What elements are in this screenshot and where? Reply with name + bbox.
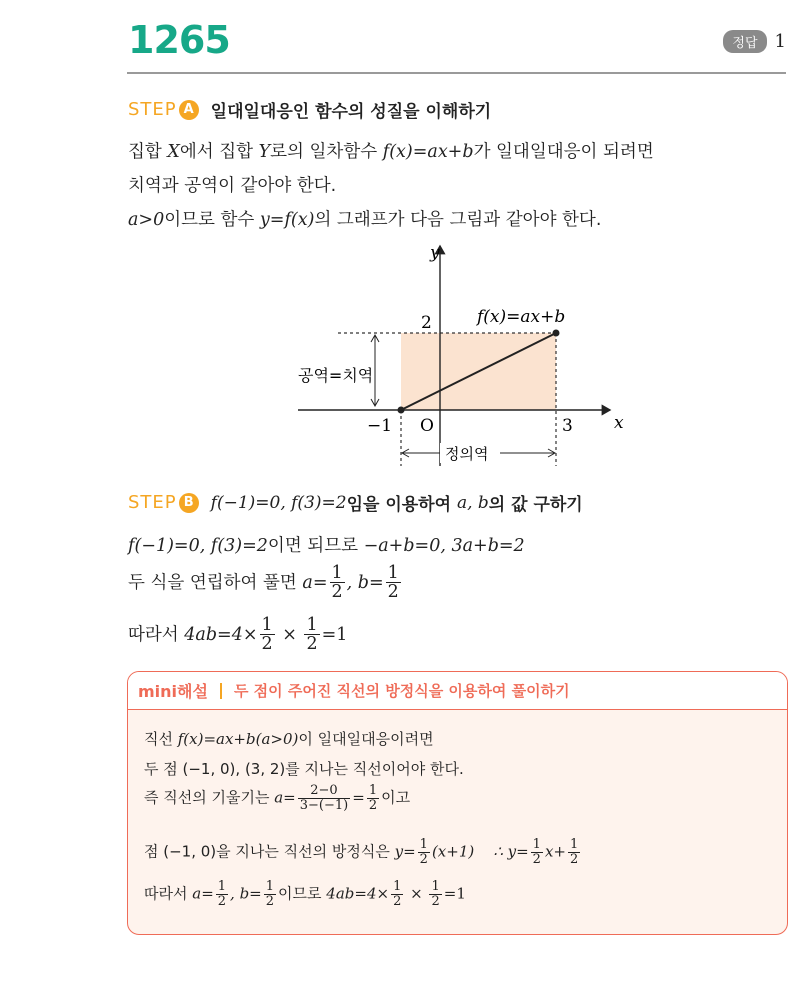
fraction: [260, 616, 275, 654]
step-b-line-2: [128, 564, 403, 602]
numerator: 1: [393, 879, 402, 894]
fraction: [568, 838, 580, 866]
math-function: y=f(x): [259, 210, 315, 230]
step-b-title-text-2: 의 값 구하기: [488, 495, 583, 515]
start-point: [398, 407, 405, 414]
text: 이면 되므로: [267, 536, 364, 556]
x-max-label: 3: [562, 416, 573, 436]
step-b-title-math: f(−1)=0, f(3)=2: [210, 492, 347, 513]
math-a: a=: [192, 884, 214, 903]
y-axis-label: y: [430, 243, 440, 263]
step-a-line-3: [128, 206, 601, 231]
domain-label: 정의역: [445, 445, 489, 463]
numerator: 1: [419, 837, 428, 852]
step-a-title: 일대일대응인 함수의 성질을 이해하기: [210, 102, 492, 122]
math-a: a=: [302, 572, 328, 593]
equals: =: [352, 788, 365, 807]
times-sign: ×: [405, 884, 428, 903]
mini-separator: [220, 683, 222, 699]
step-b-badge: B: [179, 493, 199, 513]
math-x: x+: [544, 842, 566, 861]
denominator: 2: [387, 582, 399, 603]
text: 따라서: [144, 884, 193, 903]
numerator: 1: [569, 837, 579, 852]
denominator: 2: [306, 634, 318, 655]
denominator: 2: [217, 893, 227, 909]
denominator: 2: [261, 634, 273, 655]
text: 직선: [144, 730, 178, 748]
fraction: [418, 838, 430, 866]
mini-header: [128, 672, 787, 710]
step-b-title-text: 임을 이용하여: [346, 495, 452, 515]
text: 이므로 함수: [164, 210, 260, 230]
math-therefore: ∴ y=: [493, 842, 529, 861]
text: 에서 집합: [179, 142, 259, 162]
y-max-label: 2: [421, 313, 432, 333]
math-function: f(x)=ax+b: [382, 142, 474, 162]
fraction: [298, 784, 350, 812]
text: 이고: [381, 788, 411, 807]
step-a-heading: [128, 97, 491, 122]
mini-title: 두 점이 주어진 직선의 방정식을 이용하여 풀이하기: [233, 682, 570, 700]
text: 따라서: [128, 624, 185, 645]
math-expression: 4ab=4×: [184, 624, 258, 645]
step-a-line-1: [128, 138, 654, 163]
denominator: 2: [431, 893, 440, 909]
step-b-line-3: [128, 616, 347, 654]
denominator: 2: [532, 851, 541, 867]
math-b: , b=: [230, 884, 262, 903]
denominator: 2: [419, 851, 428, 867]
header-divider: [127, 72, 786, 74]
numerator: 1: [387, 563, 399, 583]
fraction: [304, 616, 319, 654]
math-equations: −a+b=0, 3a+b=2: [363, 536, 525, 556]
function-graph: [280, 238, 630, 474]
numerator: 1: [265, 879, 275, 894]
fraction: [264, 880, 276, 908]
text: 의 그래프가 다음 그림과 같아야 한다.: [314, 210, 602, 230]
result: =1: [321, 624, 348, 645]
step-a-badge: A: [179, 100, 199, 120]
x-axis-label: x: [614, 413, 624, 433]
mini-line-4: [144, 838, 582, 866]
math-expression: 4ab=4×: [326, 884, 390, 903]
numerator: 1: [431, 879, 440, 894]
step-b-label: STEP: [128, 492, 177, 513]
math-Y: Y: [258, 142, 271, 162]
denominator: 2: [265, 893, 275, 909]
numerator: 1: [261, 615, 273, 635]
numerator: 1: [217, 879, 227, 894]
fraction: [386, 564, 401, 602]
numerator: 1: [306, 615, 318, 635]
text: 즉 직선의 기울기는: [144, 788, 275, 807]
numerator: 2−0: [298, 784, 350, 799]
step-a-line-2: 치역과 공역이 같아야 한다.: [128, 176, 337, 196]
denominator: 3−(−1): [299, 797, 349, 813]
math-line: f(x)=ax+b(a>0): [177, 730, 299, 748]
math-condition: a>0: [128, 210, 165, 230]
result: =1: [443, 884, 466, 903]
step-b-title-ab: a, b: [456, 492, 489, 513]
math-paren: (x+1): [431, 842, 475, 861]
answer-area: [723, 30, 786, 53]
text: 점 (−1, 0)을 지나는 직선의 방정식은: [144, 842, 395, 861]
numerator: 1: [532, 837, 541, 852]
math-a: a=: [274, 788, 296, 807]
denominator: 2: [331, 582, 343, 603]
codomain-label: 공역=치역: [298, 366, 374, 385]
mini-line-3: [144, 784, 410, 812]
mini-explanation-box: [127, 671, 788, 935]
fraction: [216, 880, 228, 908]
text: 가 일대일대응이 되려면: [473, 142, 654, 162]
fraction: [531, 838, 543, 866]
math-conditions: f(−1)=0, f(3)=2: [128, 536, 268, 556]
math-b: , b=: [346, 572, 384, 593]
denominator: 2: [569, 851, 579, 867]
mini-tag: mini해설: [138, 682, 208, 701]
mini-line-1: [144, 728, 434, 749]
origin-label: O: [420, 416, 434, 436]
numerator: 1: [368, 783, 378, 798]
fraction: [391, 880, 403, 908]
math-X: X: [167, 142, 180, 162]
fraction: [429, 880, 441, 908]
step-b-heading: [128, 490, 583, 515]
step-a-label: STEP: [128, 99, 177, 120]
step-b-line-1: [128, 532, 525, 557]
mini-line-5: [144, 880, 466, 908]
answer-badge: 정답: [723, 30, 766, 53]
fraction: [330, 564, 345, 602]
denominator: 2: [368, 797, 378, 813]
text: 이 일대일대응이려면: [298, 730, 434, 748]
text: 집합: [128, 142, 168, 162]
text: 두 식을 연립하여 풀면: [128, 572, 303, 593]
problem-number: 1265: [128, 18, 230, 62]
function-label: f(x)=ax+b: [477, 307, 566, 327]
math-y: y=: [394, 842, 416, 861]
end-point: [553, 330, 560, 337]
denominator: 2: [393, 893, 402, 909]
x-min-label: −1: [367, 416, 393, 436]
answer-value: 1: [774, 31, 786, 52]
text: 이므로: [278, 884, 327, 903]
times-sign: ×: [276, 624, 303, 645]
fraction: [367, 784, 379, 812]
mini-line-2: 두 점 (−1, 0), (3, 2)를 지나는 직선이어야 한다.: [144, 760, 464, 778]
text: 로의 일차함수: [270, 142, 383, 162]
numerator: 1: [331, 563, 343, 583]
